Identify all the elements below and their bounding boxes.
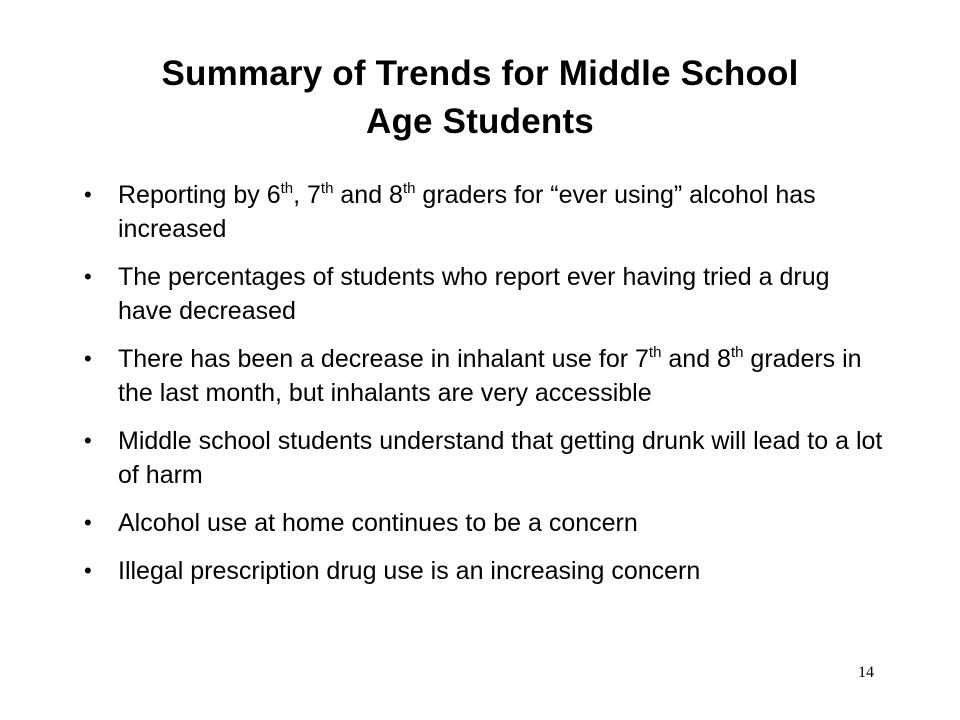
slide-title-line-2: Age Students (366, 102, 594, 141)
page-number: 14 (858, 664, 874, 681)
bullet-item-alcohol-reporting (80, 178, 890, 246)
bullet-item-alcohol-home (80, 506, 890, 540)
bullet-text: and 8 (333, 181, 403, 209)
bullet-dot-icon: • (84, 182, 92, 207)
bullet-text: Reporting by 6 (118, 181, 281, 209)
bullet-text: Middle school students understand that getting drunk will lead to a lot of harm (118, 427, 883, 489)
bullet-dot-icon: • (84, 558, 92, 583)
superscript: th (648, 343, 662, 361)
bullet-text: There has been a decrease in inhalant use for 7 (118, 345, 649, 373)
bullet-dot-icon: • (84, 264, 92, 289)
bullet-text: , 7 (293, 181, 321, 209)
superscript: th (280, 179, 294, 197)
bullet-text: Illegal prescription drug use is an increasing concern (118, 557, 701, 585)
bullet-text: and 8 (661, 345, 731, 373)
bullet-item-prescription-drugs (80, 554, 890, 588)
bullet-dot-icon: • (84, 346, 92, 371)
bullet-text: The percentages of students who report ever having tried a drug have decreased (118, 263, 830, 325)
bullet-dot-icon: • (84, 428, 92, 453)
bullet-text: graders in the last month, but inhalants are very accessible (118, 345, 862, 407)
superscript: th (730, 343, 744, 361)
bullet-text: graders for “ever using” alcohol has increased (118, 181, 816, 243)
slide-title-line-1: Summary of Trends for Middle School (161, 54, 799, 93)
bullet-text: Alcohol use at home continues to be a concern (118, 509, 638, 537)
bullet-item-drunk-harm (80, 424, 890, 492)
bullet-list (80, 178, 890, 602)
superscript: th (402, 179, 416, 197)
superscript: th (320, 179, 334, 197)
bullet-item-inhalant-use (80, 342, 890, 410)
bullet-item-drug-decrease (80, 260, 890, 328)
slide-title (80, 50, 880, 146)
bullet-dot-icon: • (84, 510, 92, 535)
